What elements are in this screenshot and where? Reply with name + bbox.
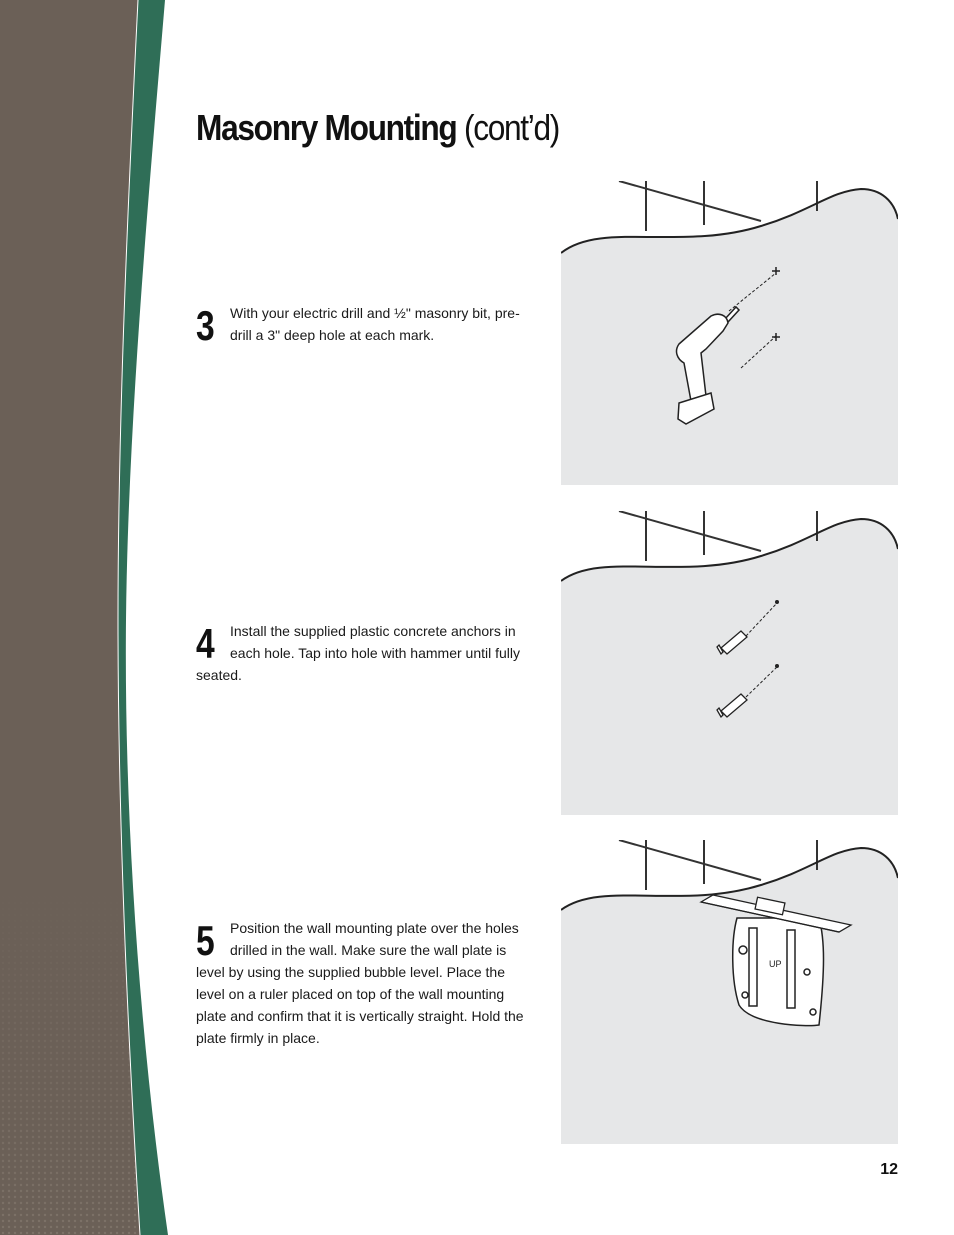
step-3 [196,302,536,349]
step-number: 3 [196,302,215,349]
step-5 [196,917,536,1049]
step-number: 4 [196,620,215,667]
step-text: With your electric drill and ½" masonry bit, pre-drill a 3" deep hole at each mark. [230,305,520,343]
sidebar-decoration [0,0,175,1235]
drill-illustration [561,181,898,485]
wall-plate-icon [733,918,824,1026]
step-text: Position the wall mounting plate over the holes drilled in the wall. Make sure the wall plate is level by using the supplied bubble level. Place the level on a ruler placed on top of the wall mounting plate and confirm that it is vertically straight. Hold the plate firmly in place. [196,920,524,1046]
step-4 [196,620,536,686]
page-title [196,104,559,152]
wall-plate-illustration [561,840,898,1144]
page-number: 12 [880,1161,898,1178]
step-text: Install the supplied plastic concrete anchors in each hole. Tap into hole with hammer until fully seated. [196,623,521,683]
page-title-suffix: (cont’d) [463,107,560,148]
plate-up-label: UP [769,959,782,969]
step-number: 5 [196,917,215,964]
page-title-main: Masonry Mounting [196,107,457,148]
anchors-illustration [561,511,898,815]
